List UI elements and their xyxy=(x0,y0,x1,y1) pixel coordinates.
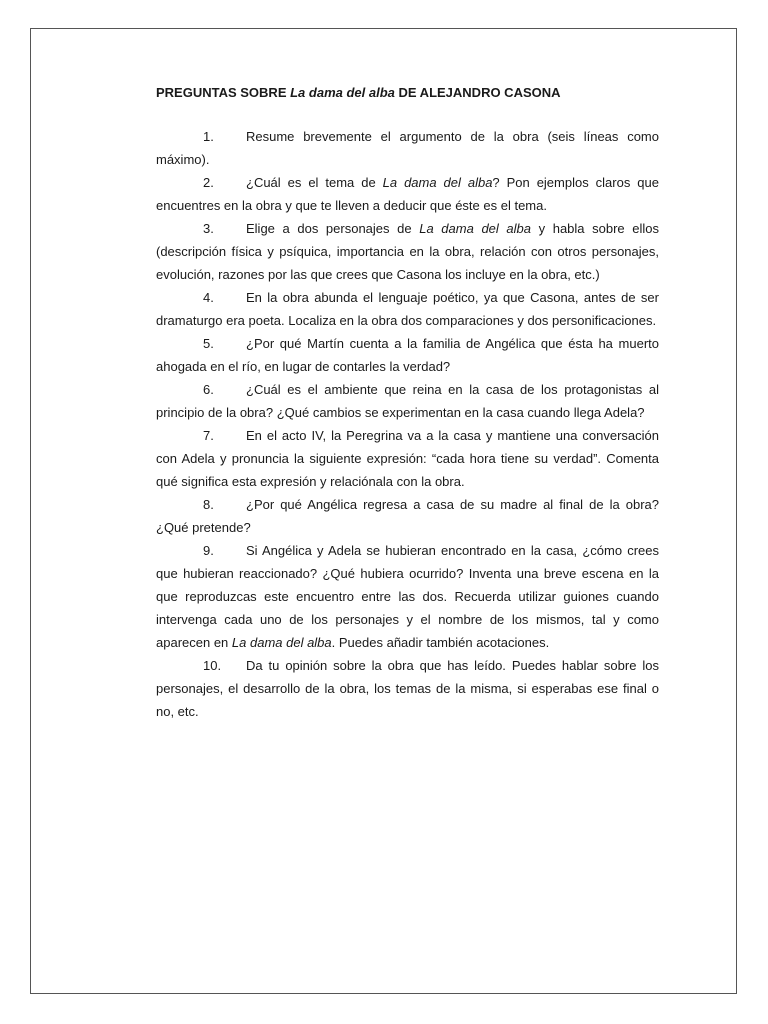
question-text: ¿Por qué Martín cuenta a la familia de Angélica que ésta ha muerto ahogada en el río, en lugar de contarles la verdad? xyxy=(156,336,659,374)
title-suffix: DE ALEJANDRO CASONA xyxy=(394,85,561,100)
work-title-italic: La dama del alba xyxy=(382,175,493,190)
question-text: Si Angélica y Adela se hubieran encontrado en la casa, ¿cómo crees que hubieran reaccionado? ¿Qué hubiera ocurrido? Inventa una breve escena en la que reproduzcas este encuentro entre las dos. Recuerda utilizar guiones cuando intervenga cada uno de los personajes y el nombre de los mismos, tal y como aparecen en xyxy=(156,543,659,650)
question-item xyxy=(156,125,659,171)
question-number: 6. xyxy=(203,382,214,397)
question-number: 5. xyxy=(203,336,214,351)
question-item xyxy=(156,654,659,723)
title-prefix: PREGUNTAS SOBRE xyxy=(156,85,291,100)
question-item xyxy=(156,171,659,217)
work-title-italic: La dama del alba xyxy=(231,635,332,650)
question-number: 8. xyxy=(203,497,214,512)
question-number: 7. xyxy=(203,428,214,443)
question-number: 2. xyxy=(203,175,214,190)
work-title-italic: La dama del alba xyxy=(419,221,531,236)
question-item xyxy=(156,539,659,654)
question-item xyxy=(156,217,659,286)
question-text: ¿Por qué Angélica regresa a casa de su madre al final de la obra? ¿Qué pretende? xyxy=(156,497,659,535)
question-text: y habla sobre ellos (descripción física y psíquica, importancia en la obra, relación con otros personajes, evolución, razones por las que crees que Casona los incluye en la obra, etc.) xyxy=(156,221,660,282)
question-text: . Puedes añadir también acotaciones. xyxy=(331,635,550,650)
question-item xyxy=(156,493,659,539)
question-item xyxy=(156,424,659,493)
title-work: La dama del alba xyxy=(290,85,395,100)
question-item xyxy=(156,332,659,378)
question-number: 4. xyxy=(203,290,214,305)
question-item xyxy=(156,378,659,424)
question-text: Elige a dos personajes de xyxy=(246,221,420,236)
question-text: En el acto IV, la Peregrina va a la casa y mantiene una conversación con Adela y pronuncia la siguiente expresión: “cada hora tiene su verdad”. Comenta qué significa esta expresión y relaciónala con la obra. xyxy=(156,428,659,489)
question-text: ¿Cuál es el tema de xyxy=(246,175,383,190)
question-list xyxy=(156,125,659,723)
question-text: Da tu opinión sobre la obra que has leído. Puedes hablar sobre los personajes, el desarrollo de la obra, los temas de la misma, si esperabas ese final o no, etc. xyxy=(156,658,659,719)
question-text: En la obra abunda el lenguaje poético, ya que Casona, antes de ser dramaturgo era poeta. Localiza en la obra dos comparaciones y dos personificaciones. xyxy=(156,290,659,328)
page-title xyxy=(156,84,659,102)
question-number: 1. xyxy=(203,129,214,144)
document-content xyxy=(156,84,659,723)
question-text: ¿Cuál es el ambiente que reina en la casa de los protagonistas al principio de la obra? ¿Qué cambios se experimentan en la casa cuando llega Adela? xyxy=(156,382,659,420)
question-number: 9. xyxy=(203,543,214,558)
question-number: 10. xyxy=(203,658,222,673)
question-item xyxy=(156,286,659,332)
question-text: ? Pon ejemplos claros que encuentres en la obra y que te lleven a deducir que éste es el tema. xyxy=(156,175,659,213)
question-number: 3. xyxy=(203,221,214,236)
question-text: Resume brevemente el argumento de la obra (seis líneas como máximo). xyxy=(156,129,659,167)
